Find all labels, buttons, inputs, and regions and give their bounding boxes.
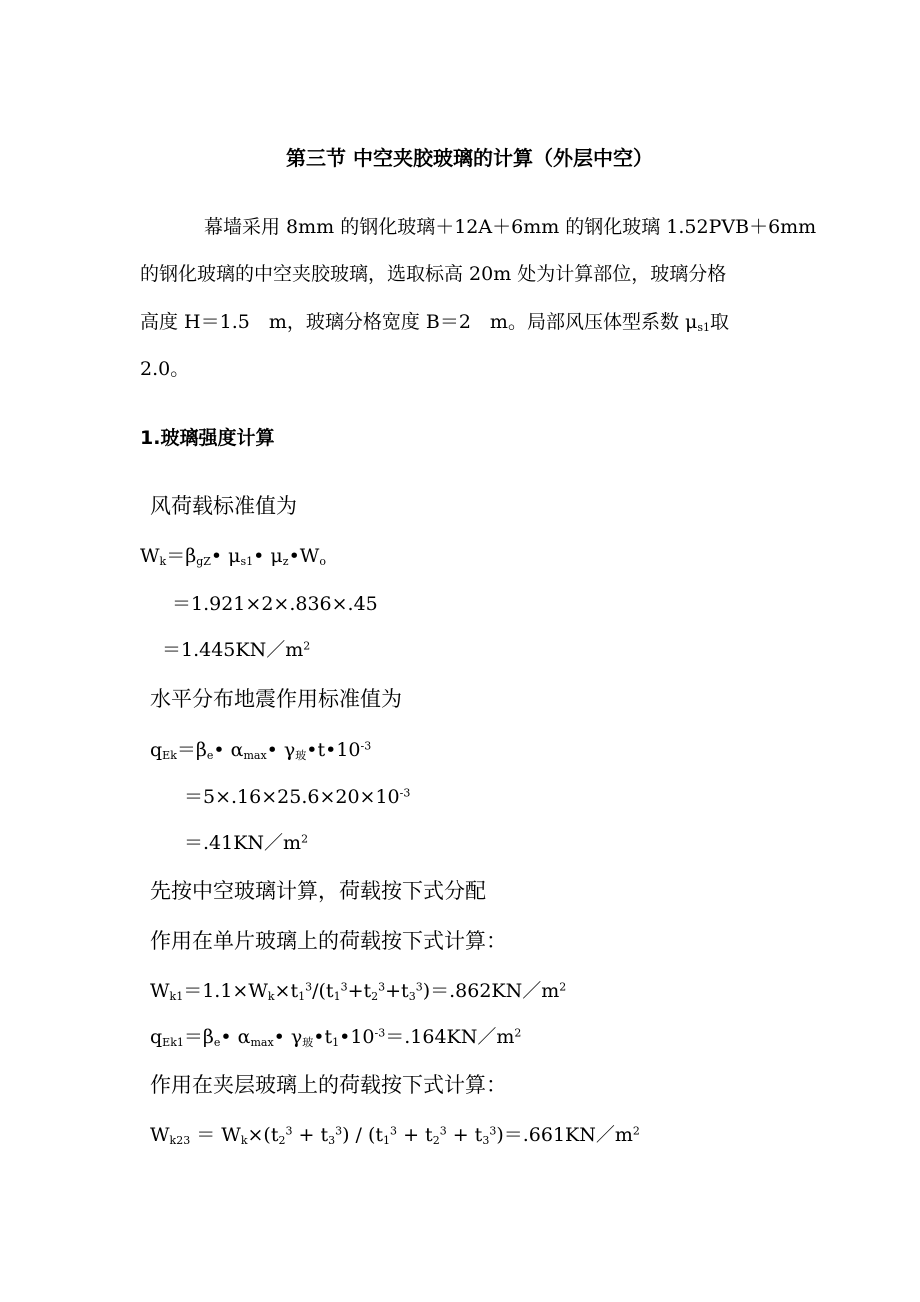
wk23-equation: $W_{k23} = W_k\times(t_2^3 + t_3^3) / (t_1^3 + t_2^3$ + $t_3^3)=.661KN/m^2$ bbox=[150, 1124, 640, 1147]
wind-load-step-1: ＝1.921×2×.836×.45 bbox=[172, 593, 378, 615]
wk1-equation: $W_{k1}=1.1\times W_k\times t_1^3/(t_1^3+t_2^3+t_3^3)=.862KN/m^2$ bbox=[150, 980, 567, 1003]
seismic-load-result: $=.41KN/m^2$ bbox=[184, 832, 309, 854]
section-title: 第三节 中空夹胶玻璃的计算（外层中空） bbox=[286, 146, 653, 170]
qek1-equation: $q_{Ek1}=\beta_e•$ $\alpha_{max}•$ $\gamma_玻•t_1•10^{-3}=.164KN/m^2$ bbox=[150, 1026, 522, 1049]
seismic-load-equation: $q_{Ek}=\beta_e•$ $\alpha_{max}•$ $\gamma_玻•t•10^{-3}$ bbox=[150, 739, 372, 762]
seismic-load-step-1: $=5\times.16\times 25.6\times 20\times 10^{-3}$ bbox=[184, 786, 411, 808]
intro-line-1: 幕墙采用 8mm 的钢化玻璃＋12A＋6mm 的钢化玻璃 1.52PVB＋6mm bbox=[204, 216, 817, 238]
intro-line-3: 高度 H＝1.5 m，玻璃分格宽度 B＝2 m。局部风压体型系数 $\mu_{s1}$取 bbox=[140, 311, 730, 334]
distribution-note: 先按中空玻璃计算，荷载按下式分配 bbox=[150, 879, 486, 903]
section-heading-glass-strength: 1.玻璃强度计算 bbox=[140, 427, 275, 449]
intro-line-4: 2.0。 bbox=[140, 358, 190, 380]
intro-line-2: 的钢化玻璃的中空夹胶玻璃，选取标高 20m 处为计算部位，玻璃分格 bbox=[140, 263, 727, 285]
seismic-load-label: 水平分布地震作用标准值为 bbox=[150, 687, 402, 711]
wind-load-equation: $W_k=\beta_{gZ}•$ $\mu_{s1}•$ $\mu_z•W_o$ bbox=[140, 545, 326, 568]
laminated-glass-load-note: 作用在夹层玻璃上的荷载按下式计算： bbox=[150, 1073, 507, 1097]
wind-load-label: 风荷载标准值为 bbox=[150, 494, 297, 518]
wind-load-result: $=1.445KN/m^2$ bbox=[162, 639, 311, 661]
single-glass-load-note: 作用在单片玻璃上的荷载按下式计算： bbox=[150, 929, 507, 953]
